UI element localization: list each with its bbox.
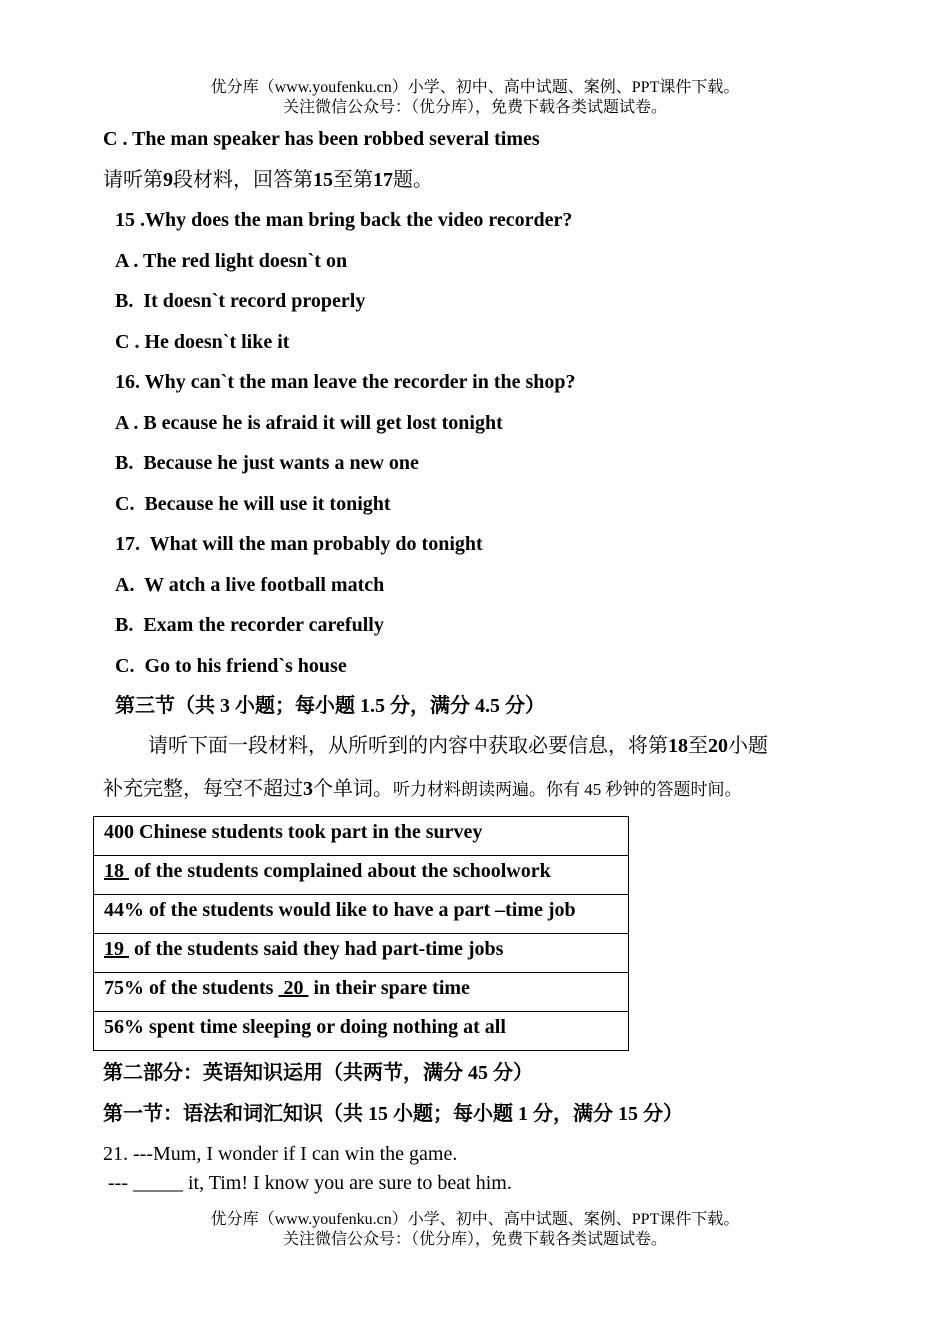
section3-instruction-2 [103, 777, 742, 802]
question-15-option-c: C . He doesn`t like it [115, 331, 290, 353]
question-17-stem: 17. What will the man probably do tonight [115, 533, 483, 555]
section3-instr1-n20: 20 [708, 735, 728, 757]
passage9-intro [103, 168, 433, 192]
section3-instr1-a: 请听下面一段材料，从所听到的内容中获取必要信息，将第 [148, 735, 668, 757]
question-21-line-1: 21. ---Mum, I wonder if I can win the game. [103, 1143, 458, 1165]
table-row [94, 817, 629, 856]
passage9-q-start: 15 [313, 169, 333, 191]
table-row [94, 934, 629, 973]
passage9-intro-a: 请听第 [103, 169, 163, 191]
section3-instr2-b: 个单词。 [313, 778, 393, 800]
passage9-q-end: 17 [373, 169, 393, 191]
question-17-option-a: A. W atch a live football match [115, 574, 385, 596]
question-17-option-c: C. Go to his friend`s house [115, 655, 347, 677]
question-16-option-b: B. Because he just wants a new one [115, 452, 419, 474]
table-row [94, 856, 629, 895]
section3-heading: 第三节（共 3 小题；每小题 1.5 分，满分 4.5 分） [115, 695, 545, 717]
question-15-stem: 15 .Why does the man bring back the video recorder? [115, 209, 573, 231]
survey-row-5-b: in their spare time [308, 977, 470, 999]
passage9-intro-c: 至第 [333, 169, 373, 191]
blank-19[interactable]: 19 [104, 938, 129, 960]
header-line-2: 关注微信公众号：（优分库），免费下载各类试题试卷。 [282, 99, 667, 116]
header-line-1: 优分库（www.youfenku.cn）小学、初中、高中试题、案例、PPT课件下载。 [210, 79, 740, 96]
question-21-line-2: --- _____ it, Tim! I know you are sure to beat him. [103, 1172, 512, 1194]
prev-option-c: C . The man speaker has been robbed several times [103, 128, 540, 150]
survey-row-2-text: of the students complained about the schoolwork [129, 860, 551, 882]
table-row [94, 1012, 629, 1051]
section3-instr2-n3: 3 [303, 778, 313, 800]
question-15-option-b: B. It doesn`t record properly [115, 290, 366, 312]
survey-row-6: 56% spent time sleeping or doing nothing at all [94, 1012, 629, 1051]
passage9-intro-b: 段材料，回答第 [173, 169, 313, 191]
section3-instr1-c: 小题 [728, 735, 768, 757]
passage9-intro-d: 题。 [393, 169, 433, 191]
page-header [0, 78, 950, 118]
survey-row-1: 400 Chinese students took part in the survey [94, 817, 629, 856]
survey-row-4-text: of the students said they had part-time jobs [129, 938, 504, 960]
question-17-option-b: B. Exam the recorder carefully [115, 614, 384, 636]
survey-row-5 [94, 973, 629, 1012]
question-16-option-c: C. Because he will use it tonight [115, 493, 391, 515]
section3-instr2-c: 听力材料朗读两遍。你有 45 秒钟的答题时间。 [393, 780, 742, 799]
table-row [94, 973, 629, 1012]
section3-instr1-n18: 18 [668, 735, 688, 757]
footer-line-1: 优分库（www.youfenku.cn）小学、初中、高中试题、案例、PPT课件下载。 [210, 1211, 740, 1228]
table-row [94, 895, 629, 934]
question-16-option-a: A . B ecause he is afraid it will get lost tonight [115, 412, 503, 434]
survey-row-5-a: 75% of the students [104, 977, 279, 999]
part2-heading: 第二部分：英语知识运用（共两节，满分 45 分） [103, 1062, 533, 1084]
survey-table [93, 816, 629, 1051]
footer-line-2: 关注微信公众号：（优分库），免费下载各类试题试卷。 [282, 1231, 667, 1248]
question-15-option-a: A . The red light doesn`t on [115, 250, 348, 272]
blank-18[interactable]: 18 [104, 860, 129, 882]
passage9-num: 9 [163, 169, 173, 191]
page-footer [0, 1210, 950, 1250]
survey-row-2 [94, 856, 629, 895]
section3-instruction-1 [148, 734, 768, 758]
part2-section1-heading: 第一节：语法和词汇知识（共 15 小题；每小题 1 分，满分 15 分） [103, 1103, 683, 1125]
survey-row-3: 44% of the students would like to have a part –time job [94, 895, 629, 934]
survey-row-4 [94, 934, 629, 973]
question-16-stem: 16. Why can`t the man leave the recorder in the shop? [115, 371, 576, 393]
blank-20[interactable]: 20 [278, 977, 309, 999]
section3-instr1-b: 至 [688, 735, 708, 757]
section3-instr2-a: 补充完整，每空不超过 [103, 778, 303, 800]
